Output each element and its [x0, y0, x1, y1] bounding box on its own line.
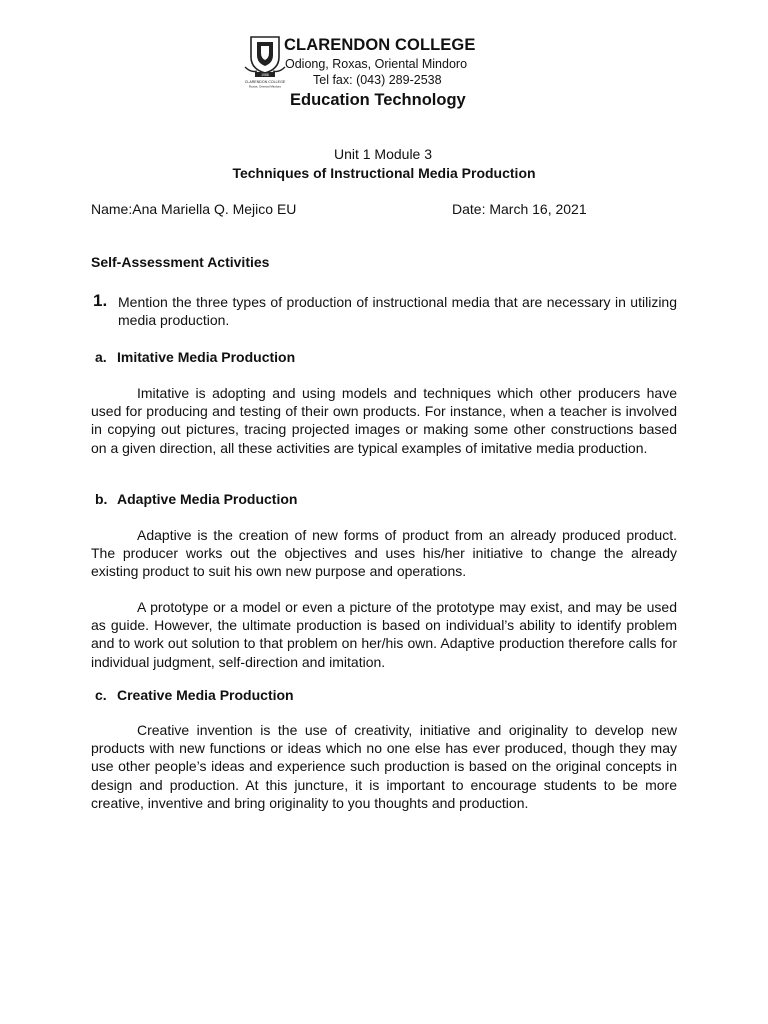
student-name: Name:Ana Mariella Q. Mejico EU [91, 201, 297, 217]
paragraph-creative: Creative invention is the use of creativity, initiative and originality to develop new products with new functions or ideas which no one else has ever produced, though they may use other people’s ideas and experience such production is based on the original concepts in design and production. At this juncture, it is important to encourage students to be more creative, inventive and bring originality to you thoughts and production. [91, 722, 677, 811]
subheading-letter: a. [95, 349, 107, 365]
college-logo [243, 33, 287, 89]
college-address: Odiong, Roxas, Oriental Mindoro [285, 57, 468, 71]
paragraph-adaptive-1: Adaptive is the creation of new forms of product from an already produced product. The producer works out the objectives and uses his/her initiative to change the already existing product to suit his own new purpose and operations. [91, 527, 677, 580]
question-text: Mention the three types of production of instructional media that are necessary in utilizing media production. [118, 294, 677, 328]
subheading-letter: c. [95, 687, 107, 703]
subheading-label: Adaptive Media Production [117, 491, 298, 507]
svg-text:1988: 1988 [261, 73, 269, 77]
college-telfax: Tel fax: (043) 289-2538 [313, 73, 442, 87]
unit-module-label: Unit 1 Module 3 [333, 146, 433, 162]
svg-text:Roxas, Oriental Mindoro: Roxas, Oriental Mindoro [248, 84, 282, 89]
subheading-label: Imitative Media Production [117, 349, 296, 365]
subheading-letter: b. [95, 491, 108, 507]
section-heading: Self-Assessment Activities [91, 254, 270, 270]
department-title: Education Technology [290, 91, 466, 109]
subheading-creative [95, 687, 294, 703]
subheading-label: Creative Media Production [117, 687, 294, 703]
subheading-imitative [95, 349, 295, 365]
question-number: 1. [93, 291, 108, 310]
module-title: Techniques of Instructional Media Production [232, 165, 536, 181]
svg-text:CLARENDON COLLEGE: CLARENDON COLLEGE [244, 80, 286, 84]
paragraph-imitative: Imitative is adopting and using models and techniques which other producers have used for producing and testing of their own products. For instance, when a teacher is involved in copying out pictures, tracing projected images or making some other constructions based on a given direction, all these activities are typical examples of imitative media production. [91, 385, 677, 456]
paragraph-adaptive-2: A prototype or a model or even a picture of the prototype may exist, and may be used as guide. However, the ultimate production is based on individual’s ability to identify problem and to work out solution to that problem on her/his own. Adaptive production therefore calls for individual judgment, self-direction and imitation. [91, 599, 677, 670]
submission-date: Date: March 16, 2021 [452, 201, 587, 217]
subheading-adaptive [95, 491, 297, 507]
college-name: CLARENDON COLLEGE [284, 36, 476, 54]
